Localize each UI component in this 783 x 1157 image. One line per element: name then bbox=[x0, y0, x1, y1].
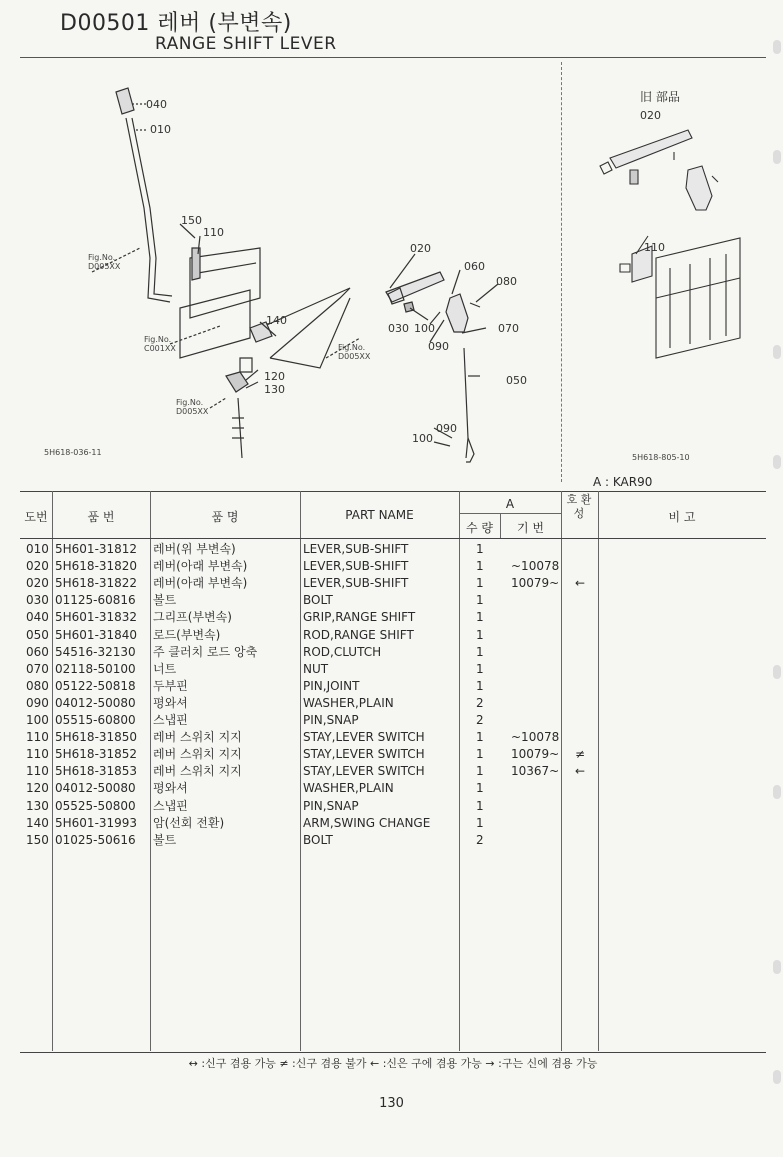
cell-en: STAY,LEVER SWITCH bbox=[303, 747, 425, 762]
cell-kr: 평와셔 bbox=[153, 695, 188, 710]
cell-en: LEVER,SUB-SHIFT bbox=[303, 559, 409, 574]
diagram-divider bbox=[561, 62, 562, 482]
cell-qty: 1 bbox=[476, 747, 484, 762]
callout-130: 130 bbox=[264, 383, 285, 396]
cell-ic: ← bbox=[575, 764, 586, 779]
cell-no: 040 bbox=[26, 610, 49, 625]
cell-no: 010 bbox=[26, 542, 49, 556]
cell-no: 020 bbox=[26, 576, 49, 591]
callout-120: 120 bbox=[264, 370, 285, 383]
model-note: A : KAR90 bbox=[593, 475, 653, 489]
parts-diagram bbox=[20, 58, 766, 490]
binder-hole bbox=[773, 665, 781, 679]
cell-part: 5H601-31832 bbox=[55, 610, 138, 625]
table-row bbox=[0, 746, 783, 763]
cell-no: 020 bbox=[26, 559, 49, 574]
cell-ic: ← bbox=[575, 576, 586, 591]
table-row bbox=[0, 558, 783, 575]
old-parts-label: 旧 部品 bbox=[640, 90, 680, 104]
header-serial: 기 번 bbox=[517, 521, 544, 535]
cell-part: 5H618-31852 bbox=[55, 747, 138, 762]
cell-qty: 1 bbox=[476, 644, 484, 659]
cell-part: 54516-32130 bbox=[55, 644, 136, 659]
table-row bbox=[0, 592, 783, 609]
binder-hole bbox=[773, 345, 781, 359]
cell-part: 5H618-31822 bbox=[55, 576, 138, 591]
interchange-legend: ↔ :신구 겸용 가능 ≠ :신구 겸용 불가 ← :신은 구에 겸용 가능 → :구는 신에 겸용 가능 bbox=[188, 1057, 598, 1070]
table-row bbox=[0, 798, 783, 815]
cell-no: 110 bbox=[26, 730, 49, 745]
callout-030: 030 bbox=[388, 322, 409, 335]
cell-part: 5H601-31812 bbox=[55, 542, 138, 556]
cell-qty: 1 bbox=[476, 798, 484, 813]
cell-kr: 로드(부변속) bbox=[153, 627, 221, 642]
cell-qty: 1 bbox=[476, 593, 484, 608]
svg-text:D005XX: D005XX bbox=[176, 407, 209, 416]
callout-090b: 090 bbox=[436, 422, 457, 435]
cell-en: WASHER,PLAIN bbox=[303, 695, 394, 710]
cell-kr: 두부핀 bbox=[153, 678, 188, 693]
page-title-en: RANGE SHIFT LEVER bbox=[155, 34, 337, 54]
cell-en: ARM,SWING CHANGE bbox=[303, 815, 431, 830]
cell-kr: 레버(아래 부변속) bbox=[153, 576, 248, 591]
cell-part: 02118-50100 bbox=[55, 661, 136, 676]
cell-part: 5H618-31850 bbox=[55, 730, 138, 745]
cell-qty: 1 bbox=[476, 730, 484, 745]
cell-en: WASHER,PLAIN bbox=[303, 781, 394, 796]
cell-en: ROD,RANGE SHIFT bbox=[303, 627, 414, 642]
cell-serial: 10079~ bbox=[511, 747, 560, 762]
cell-kr: 너트 bbox=[153, 661, 177, 676]
cell-qty: 1 bbox=[476, 764, 484, 779]
table-row bbox=[0, 763, 783, 780]
header-part-name: PART NAME bbox=[345, 508, 414, 522]
callout-020-old: 020 bbox=[640, 109, 661, 122]
cell-no: 110 bbox=[26, 764, 49, 779]
table-row bbox=[0, 661, 783, 678]
cell-qty: 1 bbox=[476, 815, 484, 830]
table-row bbox=[0, 712, 783, 729]
cell-part: 5H618-31853 bbox=[55, 764, 138, 779]
cell-kr: 레버 스위치 지지 bbox=[153, 764, 242, 779]
header-interchange: 호 환 성 bbox=[566, 493, 592, 520]
fig-ref-4: Fig.No. bbox=[176, 398, 204, 407]
table-row bbox=[0, 627, 783, 644]
cell-ic: ≠ bbox=[575, 747, 586, 762]
cell-en: PIN,SNAP bbox=[303, 713, 359, 727]
cell-kr: 볼트 bbox=[153, 832, 177, 847]
cell-en: LEVER,SUB-SHIFT bbox=[303, 542, 409, 556]
svg-text:D005XX: D005XX bbox=[338, 352, 371, 361]
cell-part: 05515-60800 bbox=[55, 713, 136, 727]
cell-no: 070 bbox=[26, 661, 49, 676]
fig-ref-3: Fig.No. bbox=[338, 343, 366, 352]
cell-kr: 평와셔 bbox=[153, 781, 188, 796]
cell-no: 090 bbox=[26, 695, 49, 710]
cell-en: STAY,LEVER SWITCH bbox=[303, 764, 425, 779]
svg-text:C001XX: C001XX bbox=[144, 344, 176, 353]
table-row bbox=[0, 678, 783, 695]
binder-hole bbox=[773, 455, 781, 469]
fig-ref-1: Fig.No. bbox=[88, 253, 116, 262]
cell-qty: 1 bbox=[476, 661, 484, 676]
callout-110-old: 110 bbox=[644, 241, 665, 254]
cell-qty: 1 bbox=[476, 678, 484, 693]
svg-text:D005XX: D005XX bbox=[88, 262, 121, 271]
cell-no: 140 bbox=[26, 815, 49, 830]
cell-no: 060 bbox=[26, 644, 49, 659]
binder-hole bbox=[773, 40, 781, 54]
callout-050: 050 bbox=[506, 374, 527, 387]
cell-no: 080 bbox=[26, 678, 49, 693]
cell-part: 05122-50818 bbox=[55, 678, 136, 693]
callout-100: 100 bbox=[414, 322, 435, 335]
cell-part: 5H618-31820 bbox=[55, 559, 138, 574]
cell-kr: 스냅핀 bbox=[153, 798, 188, 813]
diagram-code-right: 5H618-805-10 bbox=[632, 453, 690, 462]
cell-no: 110 bbox=[26, 747, 49, 762]
cell-en: STAY,LEVER SWITCH bbox=[303, 730, 425, 745]
cell-en: NUT bbox=[303, 661, 329, 676]
cell-kr: 볼트 bbox=[153, 593, 177, 608]
cell-kr: 주 클러치 로드 앙축 bbox=[153, 644, 258, 659]
cell-part: 5H601-31840 bbox=[55, 627, 138, 642]
callout-140: 140 bbox=[266, 314, 287, 327]
cell-qty: 1 bbox=[476, 542, 484, 556]
cell-en: GRIP,RANGE SHIFT bbox=[303, 610, 416, 625]
table-row bbox=[0, 541, 783, 558]
cell-en: LEVER,SUB-SHIFT bbox=[303, 576, 409, 591]
cell-serial: 10367~ bbox=[511, 764, 560, 779]
callout-150: 150 bbox=[181, 214, 202, 227]
callout-020: 020 bbox=[410, 242, 431, 255]
table-row bbox=[0, 695, 783, 712]
table-row bbox=[0, 832, 783, 849]
fig-ref-2: Fig.No. bbox=[144, 335, 172, 344]
header-a: A bbox=[505, 497, 515, 511]
cell-kr: 레버(위 부변속) bbox=[153, 542, 236, 556]
table-row bbox=[0, 780, 783, 797]
callout-060: 060 bbox=[464, 260, 485, 273]
cell-kr: 레버 스위치 지지 bbox=[153, 730, 242, 745]
cell-en: PIN,SNAP bbox=[303, 798, 359, 813]
header-qty: 수 량 bbox=[466, 521, 493, 535]
cell-no: 150 bbox=[26, 832, 49, 847]
cell-kr: 스냅핀 bbox=[153, 713, 188, 727]
cell-qty: 1 bbox=[476, 559, 484, 574]
header-name-kr: 품 명 bbox=[211, 510, 239, 524]
cell-no: 130 bbox=[26, 798, 49, 813]
cell-en: ROD,CLUTCH bbox=[303, 644, 382, 659]
cell-kr: 그리프(부변속) bbox=[153, 610, 232, 625]
cell-kr: 레버 스위치 지지 bbox=[153, 747, 242, 762]
table-row bbox=[0, 815, 783, 832]
cell-qty: 1 bbox=[476, 781, 484, 796]
cell-no: 100 bbox=[26, 713, 49, 727]
cell-part: 04012-50080 bbox=[55, 781, 136, 796]
cell-kr: 레버(아래 부변속) bbox=[153, 559, 248, 574]
binder-hole bbox=[773, 960, 781, 974]
table-row bbox=[0, 644, 783, 661]
callout-010: 010 bbox=[150, 123, 171, 136]
cell-en: PIN,JOINT bbox=[303, 678, 360, 693]
cell-qty: 1 bbox=[476, 610, 484, 625]
cell-part: 01025-50616 bbox=[55, 832, 136, 847]
cell-part: 04012-50080 bbox=[55, 695, 136, 710]
header-part-no: 품 번 bbox=[87, 510, 115, 524]
cell-no: 120 bbox=[26, 781, 49, 796]
callout-090: 090 bbox=[428, 340, 449, 353]
binder-hole bbox=[773, 785, 781, 799]
callout-110: 110 bbox=[203, 226, 224, 239]
cell-serial: ~10078 bbox=[511, 730, 560, 745]
cell-serial: 10079~ bbox=[511, 576, 560, 591]
cell-part: 5H601-31993 bbox=[55, 815, 138, 830]
table-row bbox=[0, 575, 783, 592]
cell-qty: 1 bbox=[476, 627, 484, 642]
cell-en: BOLT bbox=[303, 593, 333, 608]
binder-hole bbox=[773, 1070, 781, 1084]
cell-qty: 2 bbox=[476, 695, 484, 710]
table-row bbox=[0, 729, 783, 746]
callout-040: 040 bbox=[146, 98, 167, 111]
callout-080: 080 bbox=[496, 275, 517, 288]
callout-070: 070 bbox=[498, 322, 519, 335]
cell-kr: 암(선회 전환) bbox=[153, 815, 225, 830]
cell-qty: 1 bbox=[476, 576, 484, 591]
page-number: 130 bbox=[379, 1096, 404, 1111]
page-code-title: D00501 레버 (부변속) bbox=[60, 11, 292, 36]
cell-en: BOLT bbox=[303, 832, 333, 847]
binder-hole bbox=[773, 150, 781, 164]
cell-no: 050 bbox=[26, 627, 49, 642]
callout-100b: 100 bbox=[412, 432, 433, 445]
table-row bbox=[0, 609, 783, 626]
cell-qty: 2 bbox=[476, 713, 484, 727]
cell-part: 01125-60816 bbox=[55, 593, 136, 608]
header-no: 도번 bbox=[24, 510, 48, 524]
cell-part: 05525-50800 bbox=[55, 798, 136, 813]
cell-no: 030 bbox=[26, 593, 49, 608]
cell-qty: 2 bbox=[476, 832, 484, 847]
header-remarks: 비 고 bbox=[668, 510, 696, 524]
diagram-code-left: 5H618-036-11 bbox=[44, 448, 102, 457]
cell-serial: ~10078 bbox=[511, 559, 560, 574]
